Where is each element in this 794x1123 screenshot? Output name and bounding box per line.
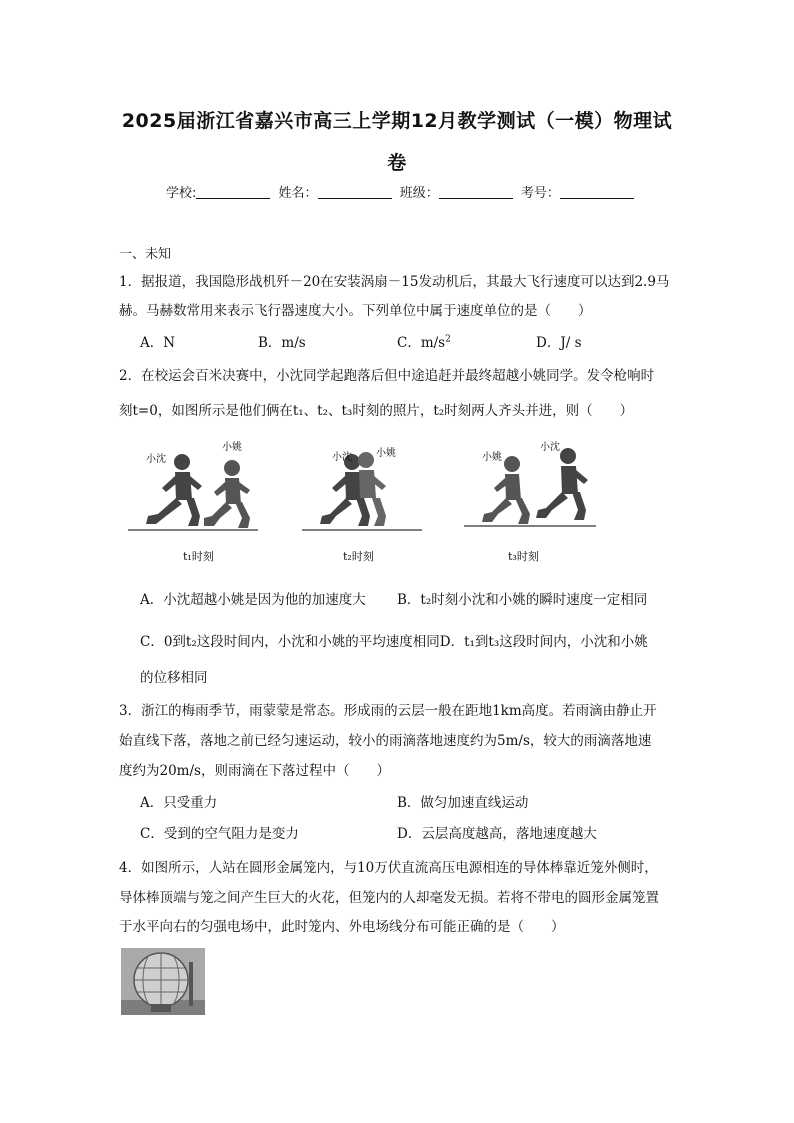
q1-stem-line1: 1．据报道，我国隐形战机歼－20在安装涡扇－15发动机后，其最大飞行速度可以达到2.9马 <box>119 274 670 290</box>
q2-stem-line2: 刻t=0，如图所示是他们俩在t₁、t₂、t₃时刻的照片，t₂时刻两人齐头并进，则（ ） <box>119 403 634 419</box>
caption-t3: t₃时刻 <box>508 550 539 563</box>
q3-stem-line3: 度约为20m/s，则雨滴在下落过程中（ ） <box>119 763 390 779</box>
q3-option-a[interactable]: A．只受重力 <box>140 795 218 811</box>
runner-label: 小姚 <box>222 442 242 453</box>
exam-number-blank[interactable] <box>560 184 634 199</box>
runner-icon <box>482 456 530 524</box>
section-heading: 一、未知 <box>119 247 172 262</box>
q3-stem-line1: 3．浙江的梅雨季节，雨蒙蒙是常态。形成雨的云层一般在距地1km高度。若雨滴由静止开 <box>119 703 657 719</box>
q1-option-d[interactable]: D．J/ s <box>536 335 582 351</box>
exam-title-continued: 卷 <box>387 152 407 174</box>
q1-option-b[interactable]: B．m/s <box>258 335 306 351</box>
q1-stem-line2: 赫。马赫数常用来表示飞行器速度大小。下列单位中属于速度单位的是（ ） <box>119 303 592 319</box>
runner-photo-t1 <box>128 440 258 530</box>
runner-photo-t3 <box>464 440 596 526</box>
runner-label: 小沈 <box>332 452 352 463</box>
q2-stem-line1: 2．在校运会百米决赛中，小沈同学起跑落后但中途追赶并最终超越小姚同学。发令枪响时 <box>119 368 655 384</box>
q2-option-b[interactable]: B．t₂时刻小沈和小姚的瞬时速度一定相同 <box>397 592 648 608</box>
q3-option-c[interactable]: C．受到的空气阻力是变力 <box>140 826 299 842</box>
exam-number-label: 考号： <box>520 186 560 201</box>
q3-stem-line2: 始直线下落，落地之前已经匀速运动，较小的雨滴落地速度约为5m/s，较大的雨滴落地速 <box>119 733 652 749</box>
runner-photo-t2 <box>302 446 422 530</box>
runners-figure <box>120 436 600 546</box>
q2-option-c-d[interactable]: C．0到t₂这段时间内，小沈和小姚的平均速度相同D．t₁到t₃这段时间内，小沈和小姚 <box>140 634 648 650</box>
school-blank[interactable] <box>196 184 270 199</box>
q1-option-c[interactable]: C．$m/s^2$ <box>397 334 451 351</box>
q4-stem-line2: 导体棒顶端与笼之间产生巨大的火花，但笼内的人却毫发无损。若将不带电的圆形金属笼置 <box>119 890 659 906</box>
q1-option-a[interactable]: A．N <box>140 335 176 351</box>
caption-t2: t₂时刻 <box>343 550 374 563</box>
class-blank[interactable] <box>439 184 513 199</box>
runner-label: 小姚 <box>376 448 396 459</box>
exam-title: 2025届浙江省嘉兴市高三上学期12月教学测试（一模）物理试 <box>121 110 673 132</box>
runner-label: 小沈 <box>540 442 560 453</box>
class-label: 班级： <box>399 186 439 201</box>
runner-icon <box>536 448 588 520</box>
student-info-row <box>166 182 638 201</box>
name-blank[interactable] <box>318 184 392 199</box>
q2-option-a[interactable]: A．小沈超越小姚是因为他的加速度大 <box>140 592 366 608</box>
q3-option-b[interactable]: B．做匀加速直线运动 <box>397 795 529 811</box>
school-label: 学校: <box>166 186 197 201</box>
name-label: 姓名： <box>278 186 318 201</box>
q4-stem-line1: 4．如图所示，人站在圆形金属笼内，与10万伏直流高压电源相连的导体棒靠近笼外侧时， <box>119 860 658 876</box>
q4-stem-line3: 于水平向右的匀强电场中，此时笼内、外电场线分布可能正确的是（ ） <box>119 919 565 935</box>
runner-label: 小姚 <box>482 452 502 463</box>
q3-option-d[interactable]: D．云层高度越高，落地速度越大 <box>397 826 597 842</box>
conductor-rod <box>189 962 193 1006</box>
runner-icon <box>204 460 250 528</box>
caption-t1: t₁时刻 <box>183 550 214 563</box>
metal-cage-photo <box>121 948 205 1015</box>
q2-option-d-continued: 的位移相同 <box>140 670 208 686</box>
runner-label: 小沈 <box>146 454 166 465</box>
